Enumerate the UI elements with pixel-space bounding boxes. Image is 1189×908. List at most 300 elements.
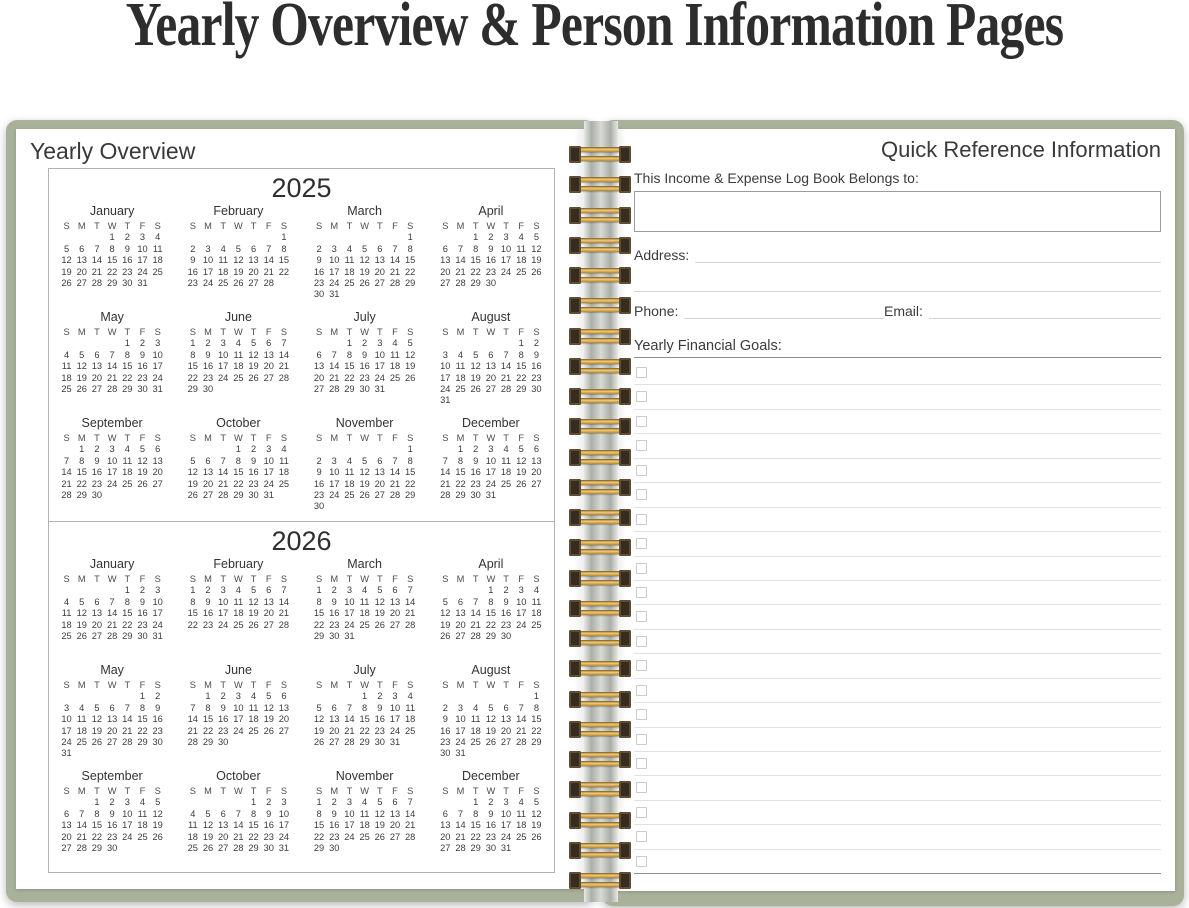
weekday-letter: F	[392, 327, 398, 337]
empty-day-cell	[342, 691, 357, 702]
month-calendar	[428, 416, 554, 522]
day-number: 18	[531, 608, 542, 619]
day-number: 19	[248, 361, 259, 372]
day-number: 15	[233, 467, 244, 478]
day-number: 23	[106, 831, 118, 842]
day-number: 23	[91, 478, 103, 489]
day-number: 3	[109, 444, 115, 455]
weekday-letter: S	[63, 221, 70, 231]
weekday-letter: S	[280, 327, 288, 337]
day-number: 31	[137, 278, 148, 289]
day-number: 9	[124, 243, 130, 254]
weekday-letter: S	[407, 680, 414, 690]
address-field-line	[695, 241, 1161, 263]
month-calendar	[49, 769, 175, 875]
day-number: 15	[455, 467, 466, 478]
day-number: 26	[187, 490, 198, 501]
day-number: 9	[205, 349, 211, 360]
day-number: 28	[278, 372, 290, 383]
day-number: 2	[316, 455, 322, 466]
day-number: 11	[122, 455, 133, 466]
day-number: 27	[313, 384, 325, 395]
weekday-letter: S	[154, 327, 161, 337]
day-number: 13	[374, 255, 385, 266]
weekday-letter: F	[392, 680, 398, 690]
day-number: 24	[500, 266, 512, 277]
day-number: 30	[248, 490, 259, 501]
day-number: 14	[218, 467, 229, 478]
day-number: 22	[485, 619, 497, 630]
day-grid	[175, 680, 301, 748]
weekday-letter: T	[250, 680, 257, 690]
ring-hole-left	[569, 176, 581, 193]
day-number: 20	[263, 361, 274, 372]
year-section	[49, 169, 554, 521]
day-grid	[302, 433, 428, 513]
empty-day-cell	[357, 444, 372, 455]
day-number: 1	[457, 444, 464, 455]
day-number: 1	[190, 338, 196, 349]
weekday-letter: S	[407, 327, 414, 337]
ring-wire-top	[577, 661, 623, 666]
day-number: 10	[500, 808, 512, 819]
day-number: 29	[122, 631, 133, 642]
day-number: 7	[63, 455, 70, 466]
weekday-letter: F	[139, 680, 146, 690]
weekday-letter: W	[107, 327, 117, 337]
ring-hole-left	[569, 237, 581, 254]
day-number: 5	[362, 243, 368, 254]
weekday-letter: S	[533, 574, 540, 584]
day-number: 12	[263, 702, 274, 713]
day-number: 7	[442, 455, 448, 466]
day-number: 12	[233, 255, 244, 266]
day-number: 6	[377, 455, 383, 466]
day-number: 2	[377, 691, 383, 702]
day-number: 3	[124, 797, 130, 808]
weekday-letter: T	[376, 221, 383, 231]
day-number: 6	[266, 585, 272, 596]
day-number: 3	[346, 797, 353, 808]
day-number: 9	[155, 702, 161, 713]
day-number: 28	[218, 490, 229, 501]
day-number: 10	[344, 808, 355, 819]
day-number: 15	[122, 361, 133, 372]
day-number: 6	[94, 596, 100, 607]
binding-ring	[569, 630, 631, 647]
binding-ring	[569, 691, 631, 708]
day-number: 19	[359, 478, 370, 489]
day-number: 20	[91, 619, 103, 630]
ring-wire-bottom	[577, 156, 623, 161]
day-number: 11	[248, 702, 259, 713]
email-field	[884, 303, 1161, 319]
day-number: 27	[202, 490, 214, 501]
day-number: 27	[440, 278, 451, 289]
day-number: 2	[250, 444, 257, 455]
goal-line	[634, 361, 1161, 385]
address-label: Address:	[634, 247, 690, 263]
day-number: 11	[218, 255, 229, 266]
day-grid	[428, 433, 554, 501]
weekday-letter: F	[265, 433, 272, 443]
month-name: June	[224, 310, 252, 324]
day-number: 31	[61, 748, 72, 759]
day-number: 20	[263, 608, 274, 619]
day-number: 5	[79, 596, 85, 607]
day-number: 8	[488, 596, 494, 607]
day-number: 9	[139, 596, 146, 607]
weekday-letter: M	[330, 786, 339, 796]
ring-hole-left	[569, 781, 581, 798]
empty-day-cell	[200, 797, 215, 808]
day-number: 3	[442, 349, 448, 360]
month-calendar	[49, 310, 175, 416]
right-page-heading: Quick Reference Information	[880, 137, 1161, 162]
empty-day-cell	[311, 691, 326, 702]
day-number: 19	[152, 820, 163, 831]
day-number: 9	[473, 455, 479, 466]
day-number: 9	[377, 702, 383, 713]
day-number: 17	[106, 467, 118, 478]
day-number: 18	[233, 608, 244, 619]
day-number: 15	[76, 467, 87, 478]
day-number: 6	[392, 585, 398, 596]
binding-ring	[569, 781, 631, 798]
day-number: 22	[516, 372, 527, 383]
page-title: Yearly Overview & Person Information Pages	[125, 0, 1064, 59]
day-number: 14	[278, 349, 290, 360]
empty-day-cell	[453, 232, 468, 243]
month-calendar	[49, 557, 175, 663]
day-number: 8	[407, 455, 413, 466]
day-number: 10	[500, 243, 512, 254]
day-number: 16	[122, 255, 133, 266]
weekday-letter: T	[94, 221, 100, 231]
day-number: 27	[91, 631, 103, 642]
day-number: 14	[389, 467, 401, 478]
day-number: 13	[329, 714, 340, 725]
day-number: 30	[531, 384, 542, 395]
ring-wire-top	[577, 177, 623, 182]
day-number: 16	[531, 361, 542, 372]
day-number: 13	[389, 808, 401, 819]
ring-wire-bottom	[577, 217, 623, 222]
day-number: 27	[374, 278, 385, 289]
day-number: 28	[233, 843, 244, 854]
ring-hole-left	[569, 449, 581, 466]
day-number: 3	[518, 585, 524, 596]
day-number: 28	[187, 737, 198, 748]
day-number: 8	[316, 808, 322, 819]
empty-day-cell	[216, 444, 231, 455]
day-number: 2	[139, 585, 146, 596]
binding-ring	[569, 721, 631, 738]
goal-checkbox-icon	[636, 538, 647, 549]
month-name: September	[81, 769, 143, 783]
day-number: 12	[374, 808, 385, 819]
day-number: 2	[266, 797, 272, 808]
day-number: 20	[374, 478, 385, 489]
day-number: 8	[346, 349, 353, 360]
day-number: 1	[205, 691, 211, 702]
day-number: 15	[470, 820, 481, 831]
day-number: 30	[137, 384, 148, 395]
calendar-years	[48, 168, 555, 873]
weekday-letter: W	[486, 433, 496, 443]
weekday-letter: M	[330, 327, 339, 337]
ring-wire-top	[577, 692, 623, 697]
day-number: 12	[76, 361, 87, 372]
day-number: 13	[91, 361, 103, 372]
ring-wire-bottom	[577, 549, 623, 554]
day-number: 6	[94, 349, 100, 360]
ring-wire-bottom	[577, 428, 623, 433]
empty-day-cell	[438, 444, 453, 455]
day-number: 27	[455, 631, 466, 642]
day-grid	[49, 433, 175, 501]
day-number: 1	[250, 797, 257, 808]
weekday-letter: W	[233, 221, 243, 231]
month-name: September	[81, 416, 143, 430]
day-number: 6	[442, 243, 448, 254]
ring-hole-left	[569, 479, 581, 496]
day-number: 17	[263, 467, 274, 478]
day-number: 28	[61, 490, 72, 501]
day-number: 5	[407, 338, 413, 349]
day-number: 17	[137, 255, 148, 266]
day-number: 29	[76, 490, 87, 501]
day-number: 3	[155, 338, 161, 349]
weekday-letter: W	[233, 786, 243, 796]
day-number: 4	[281, 444, 287, 455]
day-number: 7	[190, 702, 196, 713]
day-number: 5	[362, 455, 368, 466]
day-number: 14	[455, 820, 466, 831]
ring-wire-bottom	[577, 761, 623, 766]
empty-day-cell	[372, 232, 387, 243]
empty-day-cell	[89, 338, 104, 349]
day-number: 23	[470, 478, 481, 489]
month-name: October	[216, 769, 261, 783]
day-number: 8	[190, 596, 196, 607]
day-number: 21	[329, 372, 340, 383]
goal-checkbox-icon	[636, 636, 647, 647]
day-number: 4	[503, 444, 509, 455]
day-number: 28	[500, 384, 512, 395]
day-number: 9	[94, 455, 100, 466]
weekday-letter: S	[154, 574, 161, 584]
day-number: 8	[94, 808, 100, 819]
month-row	[49, 769, 554, 875]
day-number: 13	[91, 608, 103, 619]
ring-wire-top	[577, 268, 623, 273]
weekday-letter: T	[220, 786, 227, 796]
weekday-letter: W	[360, 574, 370, 584]
weekday-letter: F	[139, 574, 146, 584]
day-number: 8	[281, 243, 287, 254]
day-number: 10	[344, 596, 355, 607]
day-number: 21	[106, 372, 118, 383]
day-number: 18	[61, 372, 72, 383]
day-number: 18	[187, 831, 198, 842]
day-number: 4	[155, 232, 161, 243]
day-number: 14	[455, 255, 466, 266]
day-number: 16	[137, 608, 148, 619]
day-number: 12	[248, 349, 259, 360]
day-number: 25	[152, 266, 163, 277]
goal-checkbox-icon	[636, 709, 647, 720]
day-number: 14	[76, 820, 87, 831]
empty-day-cell	[216, 797, 231, 808]
weekday-letter: S	[442, 680, 449, 690]
weekday-letter: F	[265, 786, 272, 796]
empty-day-cell	[89, 691, 104, 702]
day-number: 19	[313, 725, 325, 736]
weekday-letter: M	[330, 680, 339, 690]
day-number: 21	[455, 831, 466, 842]
weekday-letter: S	[407, 221, 414, 231]
weekday-letter: S	[154, 221, 161, 231]
weekday-letter: F	[518, 786, 525, 796]
weekday-letter: M	[330, 433, 339, 443]
day-grid	[175, 433, 301, 501]
weekday-letter: T	[472, 574, 479, 584]
day-number: 30	[329, 631, 340, 642]
ring-wire-top	[577, 208, 623, 213]
day-number: 31	[485, 490, 497, 501]
day-number: 19	[405, 361, 416, 372]
day-number: 26	[405, 372, 416, 383]
day-number: 27	[76, 278, 87, 289]
weekday-letter: S	[442, 327, 449, 337]
day-number: 19	[248, 608, 259, 619]
empty-day-cell	[327, 232, 342, 243]
day-number: 25	[233, 619, 244, 630]
day-number: 13	[263, 349, 274, 360]
binding-ring	[569, 449, 631, 466]
ring-wire-bottom	[577, 338, 623, 343]
day-grid	[175, 574, 301, 631]
day-number: 25	[278, 478, 290, 489]
day-number: 26	[374, 619, 385, 630]
day-grid	[175, 786, 301, 854]
weekday-letter: S	[280, 574, 288, 584]
day-number: 27	[61, 843, 72, 854]
goal-checkbox-icon	[636, 807, 647, 818]
day-number: 15	[470, 255, 481, 266]
weekday-letter: F	[518, 680, 525, 690]
day-number: 12	[202, 820, 214, 831]
day-number: 29	[359, 737, 370, 748]
day-number: 7	[281, 585, 287, 596]
day-number: 12	[359, 255, 370, 266]
month-calendar	[175, 557, 301, 663]
empty-day-cell	[105, 691, 120, 702]
weekday-letter: S	[407, 786, 414, 796]
day-number: 10	[106, 455, 118, 466]
day-number: 10	[218, 596, 229, 607]
goal-line	[634, 459, 1161, 483]
day-number: 8	[316, 596, 322, 607]
day-number: 17	[152, 608, 163, 619]
ring-hole-left	[569, 751, 581, 768]
month-calendar	[49, 416, 175, 522]
weekday-letter: W	[233, 327, 243, 337]
day-number: 23	[137, 619, 148, 630]
weekday-letter: M	[204, 574, 212, 584]
day-number: 29	[187, 384, 198, 395]
ring-wire-top	[577, 510, 623, 515]
day-number: 27	[485, 384, 497, 395]
day-number: 3	[63, 702, 70, 713]
weekday-letter: M	[204, 221, 212, 231]
day-number: 2	[109, 797, 115, 808]
day-number: 16	[485, 255, 497, 266]
day-number: 12	[76, 608, 87, 619]
day-number: 26	[263, 725, 274, 736]
day-number: 22	[313, 619, 325, 630]
day-number: 12	[470, 361, 481, 372]
day-number: 16	[313, 478, 325, 489]
day-number: 7	[220, 455, 226, 466]
weekday-letter: S	[189, 433, 196, 443]
empty-day-cell	[59, 585, 74, 596]
empty-day-cell	[74, 338, 89, 349]
weekday-letter: M	[204, 433, 212, 443]
day-number: 6	[533, 444, 540, 455]
day-number: 30	[263, 843, 274, 854]
day-number: 11	[516, 243, 527, 254]
day-number: 13	[263, 596, 274, 607]
weekday-letter: T	[220, 680, 227, 690]
day-number: 11	[187, 820, 198, 831]
day-number: 28	[470, 631, 481, 642]
day-number: 5	[63, 243, 70, 254]
day-number: 14	[91, 255, 103, 266]
day-number: 25	[137, 831, 148, 842]
day-number: 18	[516, 255, 527, 266]
day-number: 5	[205, 808, 211, 819]
day-number: 9	[316, 467, 322, 478]
weekday-letter: S	[315, 221, 323, 231]
day-number: 23	[485, 266, 497, 277]
goal-checkbox-icon	[636, 685, 647, 696]
year-section	[49, 521, 554, 872]
day-number: 7	[503, 349, 509, 360]
empty-day-cell	[246, 232, 261, 243]
goal-checkbox-icon	[636, 782, 647, 793]
weekday-letter: S	[315, 574, 323, 584]
day-number: 22	[137, 725, 148, 736]
binding-ring	[569, 207, 631, 224]
weekday-letter: F	[139, 327, 146, 337]
day-number: 20	[248, 266, 259, 277]
day-number: 1	[139, 691, 146, 702]
day-number: 11	[344, 467, 355, 478]
day-number: 22	[76, 478, 87, 489]
binding-ring	[569, 237, 631, 254]
day-number: 12	[152, 808, 163, 819]
ring-hole-right	[619, 872, 631, 889]
day-number: 2	[503, 585, 509, 596]
goal-line	[634, 557, 1161, 581]
weekday-letter: T	[124, 221, 131, 231]
ring-hole-left	[569, 358, 581, 375]
day-number: 30	[359, 384, 370, 395]
day-number: 23	[329, 619, 340, 630]
day-number: 10	[278, 808, 290, 819]
